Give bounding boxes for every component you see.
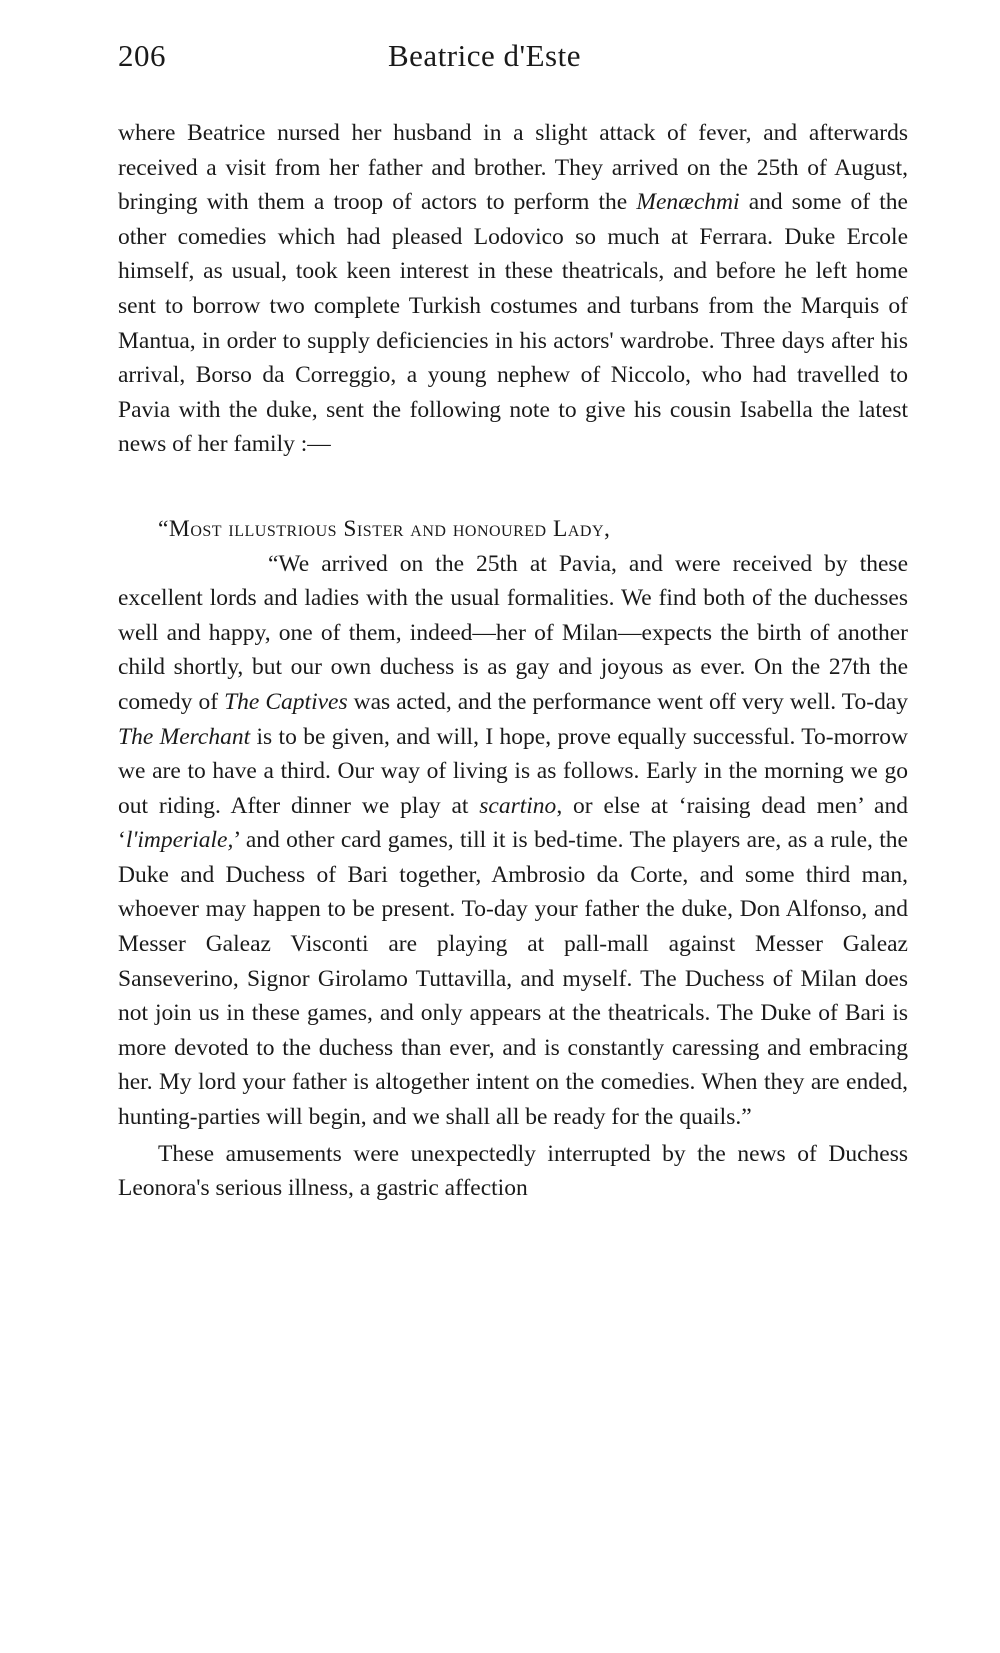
italic-title-menaechmi: Menæchmi <box>636 189 740 216</box>
body-text <box>118 116 908 1206</box>
paragraph-1 <box>118 116 908 462</box>
text-run: “We arrived on the 25th at Pavia, and were received by these excellent lords and ladies with the usual formalities. We find both of the duchesses well and happy, one of them, indeed—her of Milan—expects the birth of another child shortly, but our own duchess is as gay and joyous as ever. On the 27th the comedy of <box>118 550 908 715</box>
text-run: ’ and other card games, till it is bed-time. The players are, as a rule, the Duke and Duchess of Bari together, Ambrosio da Corte, and some third man, whoever may happen to be present. To-day your father the duke, Don Alfonso, and Messer Galeaz Visconti are playing at pall-mall against Messer Galeaz Sanseverino, Signor Girolamo Tuttavilla, and myself. The Duchess of Milan does not join us in these games, and only appears at the theatricals. The Duke of Bari is more devoted to the duchess than ever, and is constantly caressing and embracing her. My lord your father is altogether intent on the comedies. When they are ended, hunting-parties will begin, and we shall all be ready for the quails.” <box>118 827 908 1131</box>
letter-body <box>118 547 908 1135</box>
text-run: is to be given, and will, I hope, prove equally successful. To-morrow we are to have a third. Our way of living is as follows. Early in the morning we go out riding. After dinner we play at <box>118 723 908 819</box>
text-run: and some of the other comedies which had pleased Lodovico so much at Ferrara. Duke Ercole himself, as usual, took keen interest in these theatricals, and before he left home sent to borrow two complete Turkish costumes and turbans from the Marquis of Mantua, in order to supply deficiencies in his actors' wardrobe. Three days after his arrival, Borso da Correggio, a young nephew of Niccolo, who had travelled to Pavia with the duke, sent the following note to give his cousin Isabella the latest news of her family :— <box>118 189 908 458</box>
italic-term-imperiale: l'imperiale, <box>125 827 234 854</box>
italic-title-captives: The Captives <box>224 688 348 715</box>
letter-salutation: “Most illustrious Sister and honoured Lady, <box>158 515 611 542</box>
italic-title-merchant: The Merchant <box>118 723 251 750</box>
book-page <box>118 38 908 1206</box>
text-run: , or else at ‘raising dead men’ and ‘ <box>118 792 908 854</box>
text-run: where Beatrice nursed her husband in a slight attack of fever, and afterwards received a visit from her father and brother. They arrived on the 25th of August, bringing with them a troop of actors to perform the <box>118 120 908 216</box>
text-run: was acted, and the performance went off very well. To-day <box>347 688 908 715</box>
italic-term-scartino: scartino <box>479 792 557 819</box>
running-title: Beatrice d'Este <box>388 38 581 73</box>
running-head <box>118 38 908 88</box>
page-number: 206 <box>118 38 166 73</box>
paragraph-3: These amusements were unexpectedly interrupted by the news of Duchess Leonora's serious illness, a gastric affection <box>118 1140 908 1202</box>
